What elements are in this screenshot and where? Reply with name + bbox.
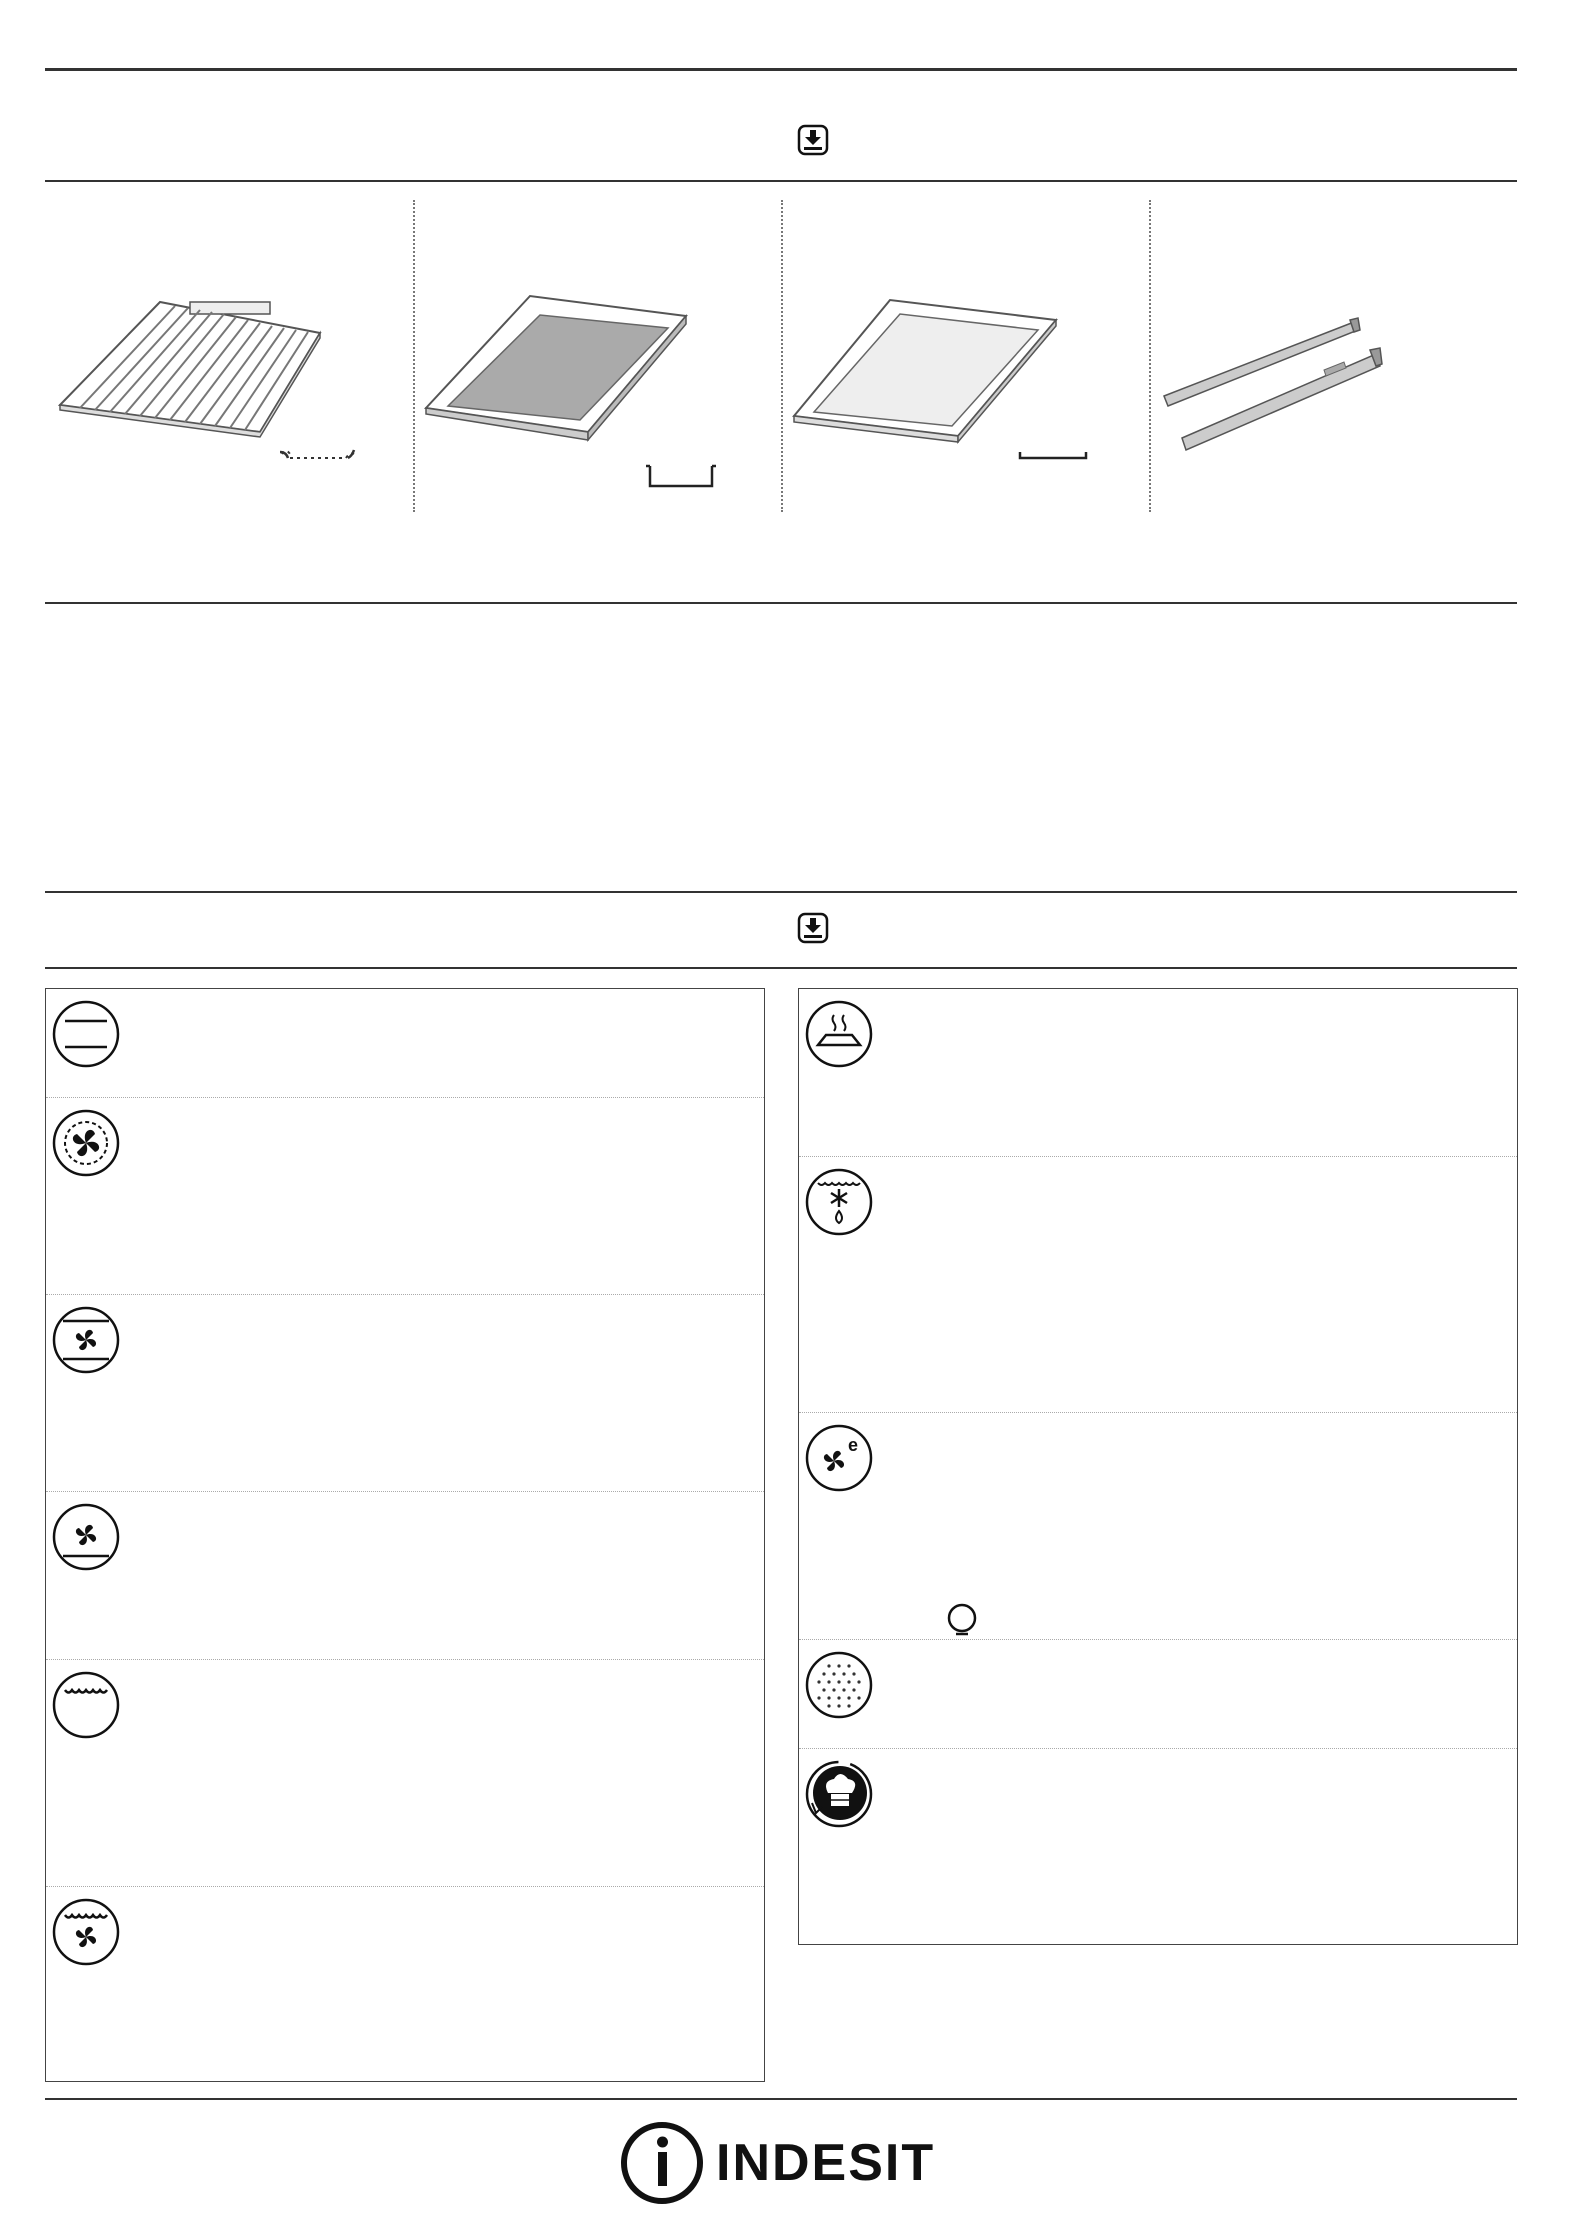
accessory-sliding-runners — [1154, 200, 1522, 510]
accessory-wire-shelf — [50, 200, 418, 510]
function-row — [799, 1640, 1517, 1749]
top-rule — [45, 68, 1517, 71]
convection-bake-icon — [51, 1305, 121, 1375]
chef-icon — [804, 1759, 874, 1829]
keep-warm-icon — [804, 999, 874, 1069]
function-row — [799, 1749, 1517, 1944]
section-rule — [45, 967, 1517, 969]
indesit-logo — [620, 2118, 940, 2208]
forced-air-icon — [51, 1108, 121, 1178]
grill-icon — [51, 1670, 121, 1740]
function-row — [799, 989, 1517, 1157]
function-row — [46, 1295, 764, 1492]
conventional-icon — [51, 999, 121, 1069]
section-rule — [45, 180, 1517, 182]
download-icon[interactable] — [797, 912, 829, 944]
eco-forced-air-icon — [804, 1423, 874, 1493]
section-rule — [45, 602, 1517, 604]
accessory-divider — [413, 200, 415, 512]
function-row — [46, 1887, 764, 2081]
function-row — [46, 989, 764, 1098]
turbo-grill-icon — [51, 1897, 121, 1967]
brand-name: INDESIT — [716, 2134, 936, 2192]
bottom-fan-icon — [51, 1502, 121, 1572]
function-row — [46, 1492, 764, 1660]
accessory-divider — [1149, 200, 1151, 512]
function-row — [46, 1098, 764, 1295]
accessory-baking-tray — [786, 200, 1154, 510]
cleaning-icon — [804, 1650, 874, 1720]
function-row — [799, 1157, 1517, 1413]
accessory-divider — [781, 200, 783, 512]
download-icon[interactable] — [797, 124, 829, 156]
section-rule — [45, 891, 1517, 893]
functions-panel-left — [45, 988, 765, 2082]
functions-panel-right — [798, 988, 1518, 1945]
function-row — [799, 1413, 1517, 1640]
function-row — [46, 1660, 764, 1887]
svg-text:e: e — [848, 1435, 859, 1455]
footer-rule — [45, 2098, 1517, 2100]
power-circle-icon — [945, 1603, 979, 1637]
accessory-drip-tray — [418, 200, 786, 510]
defrost-icon — [804, 1167, 874, 1237]
